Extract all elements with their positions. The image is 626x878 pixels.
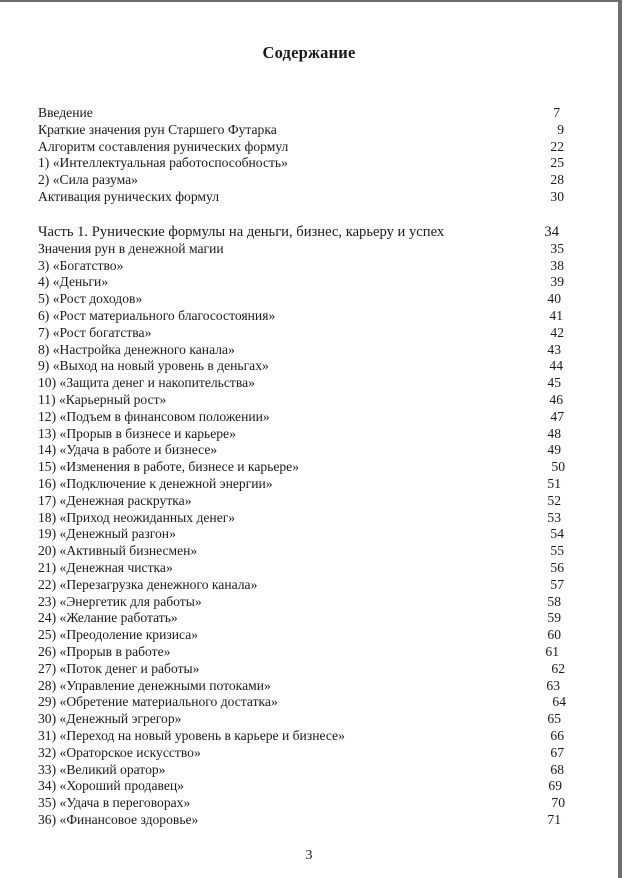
toc-entry-title: 2) «Сила разума»: [38, 172, 138, 188]
toc-entry-page-number: 63: [546, 677, 560, 693]
toc-entry-title: Часть 1. Рунические формулы на деньги, бизнес, карьеру и успех: [38, 224, 445, 240]
toc-entry-page-number: 44: [549, 358, 563, 374]
toc-entry-page-number: 28: [550, 172, 564, 188]
toc-entry: [38, 358, 598, 375]
toc-entry-title: 19) «Денежный разгон»: [38, 526, 176, 542]
toc-part-1-section: [38, 224, 598, 829]
toc-entry-page-number: 69: [548, 778, 562, 794]
toc-entry-title: 25) «Преодоление кризиса»: [38, 627, 199, 643]
toc-entry: [38, 308, 598, 325]
toc-entry-page-number: 9: [557, 121, 564, 137]
toc-entry-page-number: 54: [550, 526, 564, 542]
toc-entry-page-number: 51: [547, 475, 561, 491]
toc-entry-title: 34) «Хороший продавец»: [38, 778, 184, 794]
toc-entry-title: 11) «Карьерный рост»: [38, 391, 167, 407]
toc-entry: [38, 795, 598, 812]
toc-entry-page-number: 42: [550, 324, 564, 340]
toc-entry: [38, 577, 598, 594]
toc-entry-page-number: 57: [550, 576, 564, 592]
toc-entry: [38, 442, 598, 459]
toc-entry: [38, 510, 598, 527]
toc-entry-title: 14) «Удача в работе и бизнесе»: [38, 442, 218, 458]
toc-entry-title: 1) «Интеллектуальная работоспособность»: [38, 155, 288, 171]
toc-entry-page-number: 48: [547, 425, 561, 441]
toc-entry-page-number: 53: [547, 509, 561, 525]
toc-entry-page-number: 71: [547, 811, 561, 827]
toc-entry: [38, 594, 598, 611]
toc-entry-title: 27) «Поток денег и работы»: [38, 660, 200, 676]
toc-entry-page-number: 61: [545, 643, 559, 659]
toc-entry: [38, 493, 598, 510]
toc-entry: [38, 812, 598, 829]
toc-entry-page-number: 66: [550, 727, 564, 743]
toc-entry-page-number: 64: [552, 694, 566, 710]
toc-entry: [38, 644, 598, 661]
toc-entry-title: 13) «Прорыв в бизнесе и карьере»: [38, 425, 236, 441]
toc-entry-title: 20) «Активный бизнесмен»: [38, 543, 198, 559]
toc-entry-page-number: 56: [550, 559, 564, 575]
toc-entry-page-number: 67: [550, 744, 564, 760]
toc-entry: [38, 105, 598, 122]
toc-entry-page-number: 58: [547, 593, 561, 609]
toc-entry: [38, 543, 598, 560]
toc-entry-title: Алгоритм составления рунических формул: [38, 138, 289, 154]
toc-entry: [38, 409, 598, 426]
toc-entry-page-number: 34: [544, 224, 559, 240]
toc-intro-section: [38, 105, 598, 206]
toc-entry-title: 6) «Рост материального благосостояния»: [38, 307, 276, 323]
toc-entry: [38, 678, 598, 695]
toc-entry-page-number: 59: [547, 610, 561, 626]
toc-entry-title: 30) «Денежный эгрегор»: [38, 711, 182, 727]
toc-entry: [38, 241, 598, 258]
toc-entry: [38, 728, 598, 745]
toc-entry-title: 36) «Финансовое здоровье»: [38, 811, 199, 827]
toc-entry: [38, 610, 598, 627]
toc-entry-page-number: 46: [549, 391, 563, 407]
toc-entry-page-number: 38: [550, 257, 564, 273]
toc-entry-title: 9) «Выход на новый уровень в деньгах»: [38, 358, 269, 374]
toc-entry-title: 26) «Прорыв в работе»: [38, 643, 171, 659]
toc-entry-title: 33) «Великий оратор»: [38, 761, 166, 777]
toc-entry-page-number: 65: [547, 711, 561, 727]
toc-entry-title: 23) «Энергетик для работы»: [38, 593, 202, 609]
toc-entry-title: 12) «Подъем в финансовом положении»: [38, 408, 270, 424]
toc-entry-page-number: 30: [550, 188, 564, 204]
toc-entry-page-number: 68: [550, 761, 564, 777]
toc-entry: [38, 711, 598, 728]
toc-entry-title: 16) «Подключение к денежной энергии»: [38, 475, 273, 491]
toc-entry-title: Краткие значения рун Старшего Футарка: [38, 121, 277, 137]
toc-entry-title: 32) «Ораторское искусство»: [38, 744, 201, 760]
toc-entry: [38, 392, 598, 409]
toc-entry-page-number: 62: [551, 660, 565, 676]
toc-entry-page-number: 55: [550, 543, 564, 559]
toc-entry-title: 4) «Деньги»: [38, 274, 109, 290]
toc-entry: [38, 139, 598, 156]
toc-entry: [38, 426, 598, 443]
toc-entry-title: 28) «Управление денежными потоками»: [38, 677, 271, 693]
toc-entry-page-number: 50: [551, 459, 565, 475]
toc-entry-page-number: 22: [550, 138, 564, 154]
toc-entry: [38, 155, 598, 172]
toc-entry-title: 17) «Денежная раскрутка»: [38, 492, 192, 508]
toc-entry-title: 3) «Богатство»: [38, 257, 124, 273]
toc-entry-title: 35) «Удача в переговорах»: [38, 795, 191, 811]
toc-entry-title: 18) «Приход неожиданных денег»: [38, 509, 236, 525]
toc-entry: [38, 526, 598, 543]
toc-entry: [38, 762, 598, 779]
page-number: 3: [305, 848, 313, 863]
toc-entry: [38, 694, 598, 711]
toc-entry-title: 15) «Изменения в работе, бизнесе и карьере»: [38, 459, 300, 475]
toc-entry: [38, 122, 598, 139]
toc-entry-page-number: 35: [550, 240, 564, 256]
toc-entry: [38, 172, 598, 189]
toc-entry-title: 7) «Рост богатства»: [38, 324, 152, 340]
toc-entry-page-number: 60: [547, 627, 561, 643]
toc-entry-page-number: 49: [547, 442, 561, 458]
toc-entry: [38, 325, 598, 342]
toc-entry: [38, 258, 598, 275]
toc-entry-title: 5) «Рост доходов»: [38, 291, 143, 307]
toc-entry-page-number: 70: [551, 795, 565, 811]
toc-entry: [38, 375, 598, 392]
toc-entry: [38, 745, 598, 762]
toc-entry: [38, 560, 598, 577]
toc-entry: [38, 661, 598, 678]
toc-entry-title: 8) «Настройка денежного канала»: [38, 341, 235, 357]
toc-entry-title: 29) «Обретение материального достатка»: [38, 694, 278, 710]
toc-entry-page-number: 39: [550, 274, 564, 290]
toc-part-heading: [38, 224, 598, 241]
toc-entry-page-number: 7: [553, 105, 560, 120]
toc-entry-page-number: 41: [549, 307, 563, 323]
toc-entry-title: Введение: [38, 105, 93, 120]
toc-entry: [38, 274, 598, 291]
toc-entry-title: 21) «Денежная чистка»: [38, 559, 173, 575]
toc-entry-page-number: 52: [547, 492, 561, 508]
toc-entry-page-number: 47: [550, 408, 564, 424]
toc-entry: [38, 342, 598, 359]
toc-entry: [38, 778, 598, 795]
toc-entry-page-number: 40: [547, 291, 561, 307]
toc-entry: [38, 476, 598, 493]
toc-entry: [38, 291, 598, 308]
toc-entry-title: Активация рунических формул: [38, 188, 219, 204]
toc-entry-title: 31) «Переход на новый уровень в карьере и бизнесе»: [38, 727, 345, 743]
toc-entry-page-number: 45: [547, 375, 561, 391]
toc-entry: [38, 189, 598, 206]
toc-entry-page-number: 25: [550, 155, 564, 171]
toc-entry: [38, 459, 598, 476]
toc-entry: [38, 627, 598, 644]
toc-entry-title: 22) «Перезагрузка денежного канала»: [38, 576, 258, 592]
page-title: Содержание: [262, 43, 356, 62]
toc-entry-title: 24) «Желание работать»: [38, 610, 178, 626]
toc-entry-title: Значения рун в денежной магии: [38, 240, 224, 256]
toc-entry-page-number: 43: [547, 341, 561, 357]
toc-entry-title: 10) «Защита денег и накопительства»: [38, 375, 255, 391]
